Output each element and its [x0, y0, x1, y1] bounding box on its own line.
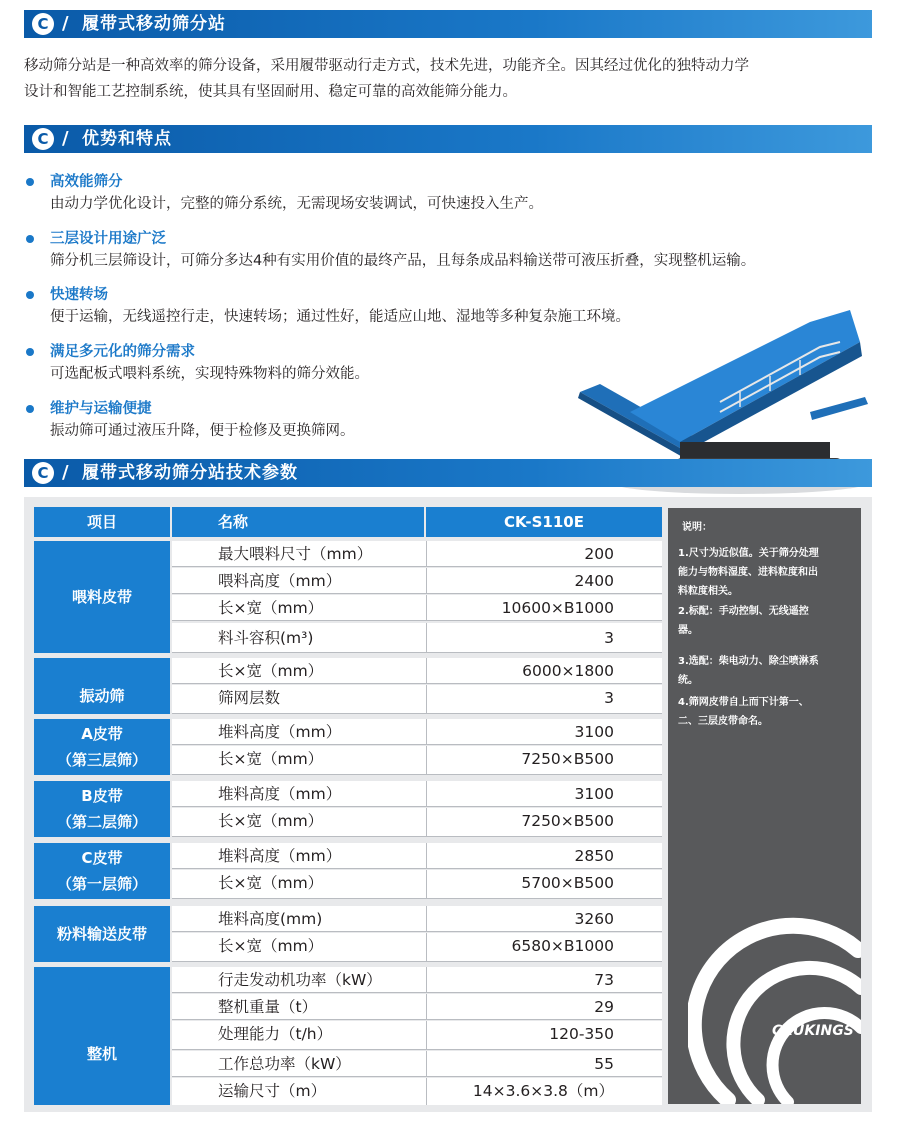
param-name: 筛网层数: [218, 689, 281, 707]
brand-swoosh-icon: [688, 910, 861, 1104]
section-header-3: [24, 459, 872, 487]
header-name: 名称: [172, 507, 424, 537]
slash-divider: /: [62, 13, 69, 34]
group-label-subtext: （第二层筛）: [56, 813, 147, 831]
table-row: [172, 1051, 662, 1077]
feature-title: 高效能筛分: [50, 174, 123, 190]
table-row: [172, 1021, 662, 1050]
param-name: 长×宽（mm）: [218, 662, 324, 680]
param-value: 120-350: [549, 1025, 614, 1043]
notes-line: 4.筛网皮带自上而下计第一、: [678, 697, 809, 708]
param-value: 7250×B500: [521, 812, 614, 830]
slash-divider: /: [62, 128, 69, 149]
param-name: 处理能力（t/h）: [218, 1025, 333, 1043]
company-logo-icon: C: [32, 462, 54, 484]
intro-paragraph: [24, 53, 874, 105]
param-name: 长×宽（mm）: [218, 937, 324, 955]
param-value: 2850: [574, 847, 614, 865]
param-name: 堆料高度(mm): [218, 910, 323, 928]
table-row: [172, 658, 662, 684]
slash-divider: /: [62, 462, 69, 483]
company-logo-icon: C: [32, 13, 54, 35]
group-label: [34, 541, 170, 653]
notes-line: 二、三层皮带命名。: [678, 716, 768, 727]
section-title: 优势和特点: [82, 129, 172, 149]
bullet-icon: [26, 348, 34, 356]
param-name: 行走发动机功率（kW）: [218, 971, 382, 989]
notes-line: 2.标配：手动控制、无线遥控: [678, 606, 809, 617]
table-row: [172, 967, 662, 993]
param-value: 55: [594, 1055, 614, 1073]
table-row: [172, 781, 662, 807]
company-logo-icon: C: [32, 128, 54, 150]
param-value: 10600×B1000: [501, 599, 614, 617]
group-label: [34, 843, 170, 899]
param-value: 2400: [574, 572, 614, 590]
param-value: 29: [594, 998, 614, 1016]
table-row: [172, 994, 662, 1020]
section-title: 履带式移动筛分站技术参数: [82, 463, 298, 483]
param-name: 喂料高度（mm）: [218, 572, 342, 590]
feature-desc: 由动力学优化设计，完整的筛分系统，无需现场安装调试，可快速投入生产。: [50, 196, 543, 212]
param-value: 5700×B500: [521, 874, 614, 892]
group-label-text: 粉料输送皮带: [56, 925, 147, 943]
param-name: 工作总功率（kW）: [218, 1055, 351, 1073]
group-label-text: C皮带: [81, 849, 123, 867]
param-value: 3: [604, 629, 614, 647]
param-name: 长×宽（mm）: [218, 874, 324, 892]
intro-line: 设计和智能工艺控制系统，使其具有坚固耐用、稳定可靠的高效能筛分能力。: [24, 84, 517, 100]
feature-desc: 振动筛可通过液压升降，便于检修及更换筛网。: [50, 423, 355, 439]
param-name: 长×宽（mm）: [218, 812, 324, 830]
notes-line: 料粒度相关。: [678, 586, 738, 597]
param-value: 3260: [574, 910, 614, 928]
group-label-text: 振动筛: [79, 687, 125, 705]
group-label-text: B皮带: [81, 787, 123, 805]
header-item: 项目: [34, 507, 170, 537]
group-label: [34, 658, 170, 714]
table-row: [172, 906, 662, 932]
group-label-text: A皮带: [81, 725, 123, 743]
param-value: 3100: [574, 723, 614, 741]
group-label-subtext: （第一层筛）: [56, 875, 147, 893]
section-header-2: [24, 125, 872, 153]
group-label-subtext: （第三层筛）: [56, 751, 147, 769]
table-row: [172, 568, 662, 594]
param-value: 6000×1800: [522, 662, 614, 680]
feature-title: 三层设计用途广泛: [50, 231, 166, 247]
notes-panel: [668, 508, 861, 1104]
param-value: 200: [584, 545, 614, 563]
param-value: 6580×B1000: [511, 937, 614, 955]
param-value: 3: [604, 689, 614, 707]
param-value: 73: [594, 971, 614, 989]
feature-desc: 便于运输，无线遥控行走，快速转场；通过性好，能适应山地、湿地等多种复杂施工环境。: [50, 309, 630, 325]
group-label: [34, 719, 170, 775]
group-label: [34, 906, 170, 962]
feature-title: 维护与运输便捷: [50, 401, 152, 417]
section-header-1: [24, 10, 872, 38]
feature-title: 快速转场: [50, 287, 108, 303]
bullet-icon: [26, 291, 34, 299]
table-row: [172, 541, 662, 567]
param-name: 堆料高度（mm）: [218, 847, 342, 865]
table-row: [172, 595, 662, 621]
param-value: 3100: [574, 785, 614, 803]
notes-line: 3.选配：柴电动力、除尘喷淋系: [678, 656, 819, 667]
table-row: [172, 623, 662, 653]
param-value: 14×3.6×3.8（m）: [472, 1082, 614, 1100]
param-name: 长×宽（mm）: [218, 750, 324, 768]
group-label: [34, 781, 170, 837]
brand-logo: CRUKINGS: [772, 1023, 854, 1039]
table-row: [172, 843, 662, 869]
param-name: 料斗容积(m³): [218, 629, 314, 647]
param-name: 运输尺寸（m）: [218, 1082, 327, 1100]
group-label-text: 整机: [86, 1045, 117, 1063]
bullet-icon: [26, 178, 34, 186]
table-row: [172, 719, 662, 745]
table-row: [172, 685, 662, 714]
param-name: 最大喂料尺寸（mm）: [218, 545, 373, 563]
feature-desc: 筛分机三层筛设计，可筛分多达4种有实用价值的最终产品，且每条成品料输送带可液压折叠，实现整机运输。: [50, 253, 756, 269]
table-row: [172, 746, 662, 775]
param-name: 长×宽（mm）: [218, 599, 324, 617]
bullet-icon: [26, 405, 34, 413]
table-row: [172, 870, 662, 899]
param-name: 堆料高度（mm）: [218, 723, 342, 741]
param-value: 7250×B500: [521, 750, 614, 768]
header-model: CK-S110E: [426, 507, 662, 537]
group-label-text: 喂料皮带: [71, 588, 132, 606]
group-label: [34, 967, 170, 1105]
table-row: [172, 808, 662, 837]
notes-line: 统。: [678, 675, 698, 686]
bullet-icon: [26, 235, 34, 243]
feature-title: 满足多元化的筛分需求: [50, 344, 195, 360]
table-row: [172, 1078, 662, 1105]
table-row: [172, 933, 662, 962]
param-name: 堆料高度（mm）: [218, 785, 342, 803]
intro-line: 移动筛分站是一种高效率的筛分设备，采用履带驱动行走方式，技术先进，功能齐全。因其经过优化的独特动力学: [24, 58, 749, 74]
param-name: 整机重量（t）: [218, 998, 318, 1016]
notes-line: 器。: [678, 625, 698, 636]
notes-line: 能力与物料湿度、进料粒度和出: [678, 567, 818, 578]
section-title: 履带式移动筛分站: [82, 14, 226, 34]
feature-desc: 可选配板式喂料系统，实现特殊物料的筛分效能。: [50, 366, 369, 382]
notes-title: 说明：: [682, 522, 712, 533]
notes-line: 1.尺寸为近似值。关于筛分处理: [678, 548, 819, 559]
